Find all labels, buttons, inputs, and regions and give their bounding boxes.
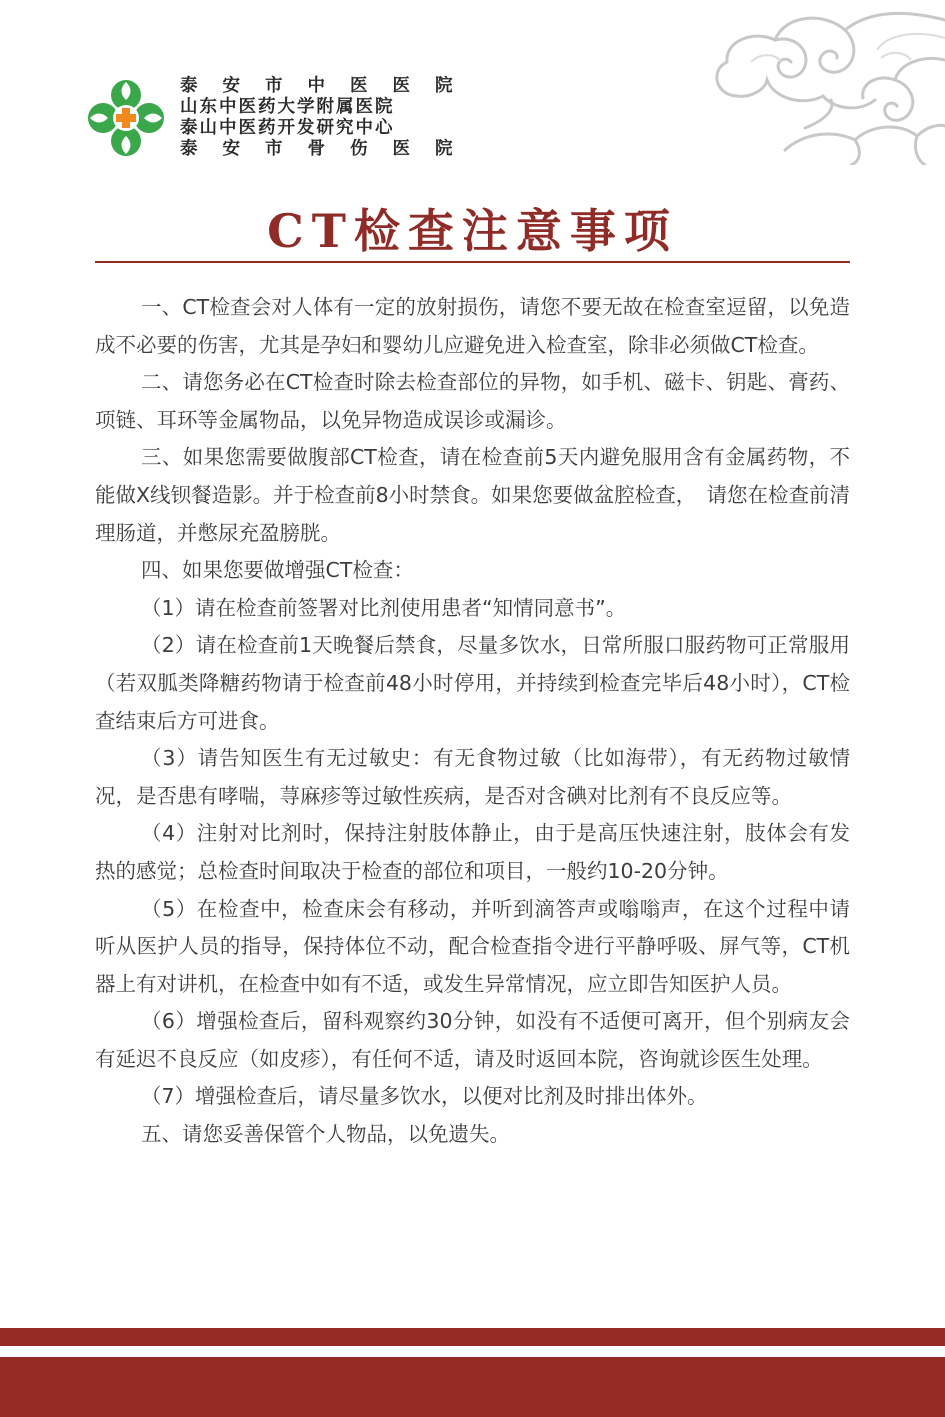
- notice-paragraph: （3）请告知医生有无过敏史：有无食物过敏（比如海带），有无药物过敏情况，是否患有哮喘，荨麻疹等过敏性疾病，是否对含碘对比剂有不良反应等。: [95, 746, 850, 808]
- hospital-name: 泰安市骨伤医院: [180, 139, 478, 159]
- notice-paragraph: （2）请在检查前1天晚餐后禁食，尽量多饮水，日常所服口服药物可正常服用（若双胍类降糖药物请于检查前48小时停用，并持续到检查完毕后48小时），CT检查结束后方可进食。: [95, 633, 850, 733]
- hospital-names: [180, 76, 478, 160]
- notice-paragraph: 一、CT检查会对人体有一定的放射损伤，请您不要无故在检查室逗留，以免造成不必要的伤害，尤其是孕妇和婴幼儿应避免进入检查室，除非必须做CT检查。: [95, 295, 850, 357]
- notice-content: [95, 289, 850, 1154]
- notice-paragraph: （4）注射对比剂时，保持注射肢体静止，由于是高压快速注射，肢体会有发热的感觉；总检查时间取决于检查的部位和项目，一般约10-20分钟。: [95, 821, 850, 883]
- hospital-name: 泰安市中医医院: [180, 76, 478, 96]
- notice-paragraph: （6）增强检查后，留科观察约30分钟，如没有不适便可离开，但个别病友会有延迟不良反应（如皮疹），有任何不适，请及时返回本院，咨询就诊医生处理。: [95, 1009, 850, 1071]
- notice-paragraph: （7）增强检查后，请尽量多饮水，以便对比剂及时排出体外。: [141, 1084, 708, 1109]
- notice-paragraph: （5）在检查中，检查床会有移动，并听到滴答声或嗡嗡声，在这个过程中请听从医护人员的指导，保持体位不动，配合检查指令进行平静呼吸、屏气等，CT机器上有对讲机，在检查中如有不适，或发生异常情况，应立即告知医护人员。: [95, 896, 850, 996]
- notice-paragraph: 二、请您务必在CT检查时除去检查部位的异物，如手机、磁卡、钥匙、膏药、项链、耳环等金属物品，以免异物造成误诊或漏诊。: [95, 370, 850, 432]
- hospital-cross-logo-icon: [86, 78, 166, 158]
- notice-paragraph: 三、如果您需要做腹部CT检查，请在检查前5天内避免服用含有金属药物，不能做X线钡餐造影。并于检查前8小时禁食。如果您要做盆腔检查， 请您在检查前清理肠道，并憋尿充盈膀胱。: [95, 445, 850, 545]
- title-divider: [95, 261, 850, 263]
- notice-paragraph: （1）请在检查前签署对比剂使用患者“知情同意书”。: [141, 595, 627, 620]
- notice-paragraph: 四、如果您要做增强CT检查：: [141, 558, 414, 583]
- hospital-name: 山东中医药大学附属医院: [180, 97, 395, 117]
- notice-paragraph: 五、请您妥善保管个人物品，以免遗失。: [141, 1122, 510, 1147]
- footer-band-thin: [0, 1328, 945, 1346]
- cloud-ornament: [655, 0, 945, 165]
- hospital-name: 泰山中医药开发研究中心: [180, 118, 395, 138]
- page-title: CT检查注意事项: [267, 204, 678, 258]
- footer-band-thick: [0, 1357, 945, 1417]
